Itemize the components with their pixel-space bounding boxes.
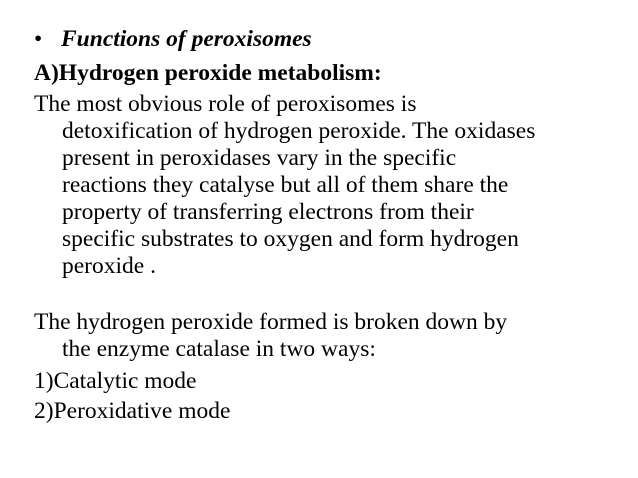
paragraph1-line-5: property of transferring electrons from their: [62, 199, 474, 225]
paragraph2-line-1: The hydrogen peroxide formed is broken down by: [34, 309, 508, 335]
section-heading: A)Hydrogen peroxide metabolism:: [34, 60, 382, 86]
paragraph1-line-1: The most obvious role of peroxisomes is: [34, 91, 417, 117]
paragraph1-line-4: reactions they catalyse but all of them share the: [62, 172, 509, 198]
bullet-title: Functions of peroxisomes: [61, 26, 312, 52]
paragraph1-line-6: specific substrates to oxygen and form hydrogen: [62, 226, 519, 252]
paragraph2-line-2: the enzyme catalase in two ways:: [62, 336, 376, 362]
bullet-title-line: [34, 26, 312, 53]
list-item-catalytic: 1)Catalytic mode: [34, 368, 197, 394]
bullet-icon: •: [34, 26, 43, 52]
paragraph1-line-7: peroxide .: [62, 253, 156, 279]
paragraph1-line-3: present in peroxidases vary in the specific: [62, 145, 457, 171]
list-item-peroxidative: 2)Peroxidative mode: [34, 398, 231, 424]
paragraph1-line-2: detoxification of hydrogen peroxide. The oxidases: [62, 118, 536, 144]
